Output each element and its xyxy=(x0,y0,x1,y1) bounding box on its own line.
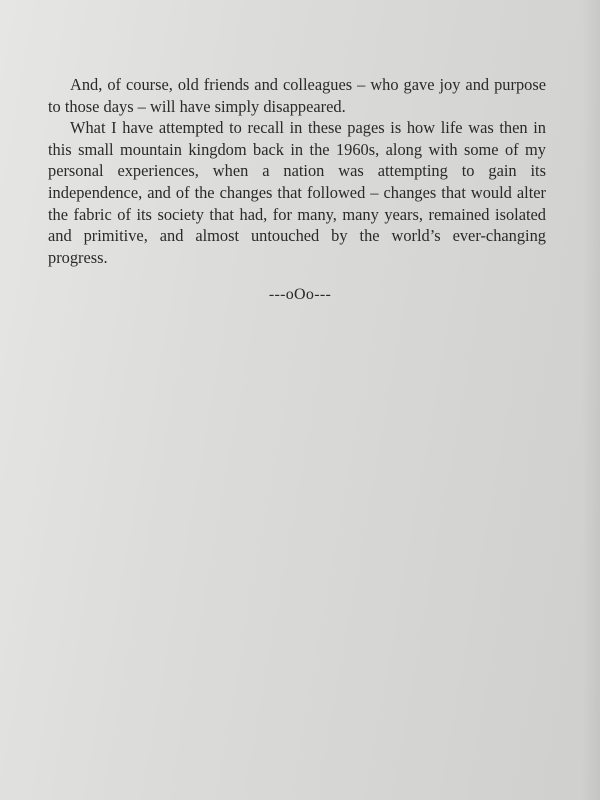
body-text xyxy=(48,74,546,268)
section-separator: ---oOo--- xyxy=(268,286,332,303)
paragraph-2: What I have attempted to recall in these pages is how life was then in this small mountain kingdom back in the 1960s, along with some of my personal experiences, when a nation was attempting to gain its independence, and of the changes that followed – changes that would alter the fabric of its society that had, for many, many years, remained isolated and primitive, and almost untouched by the world’s ever-changing progress. xyxy=(48,118,546,267)
paragraph-1: And, of course, old friends and colleagues – who gave joy and purpose to those days – will have simply disappeared. xyxy=(48,75,546,116)
